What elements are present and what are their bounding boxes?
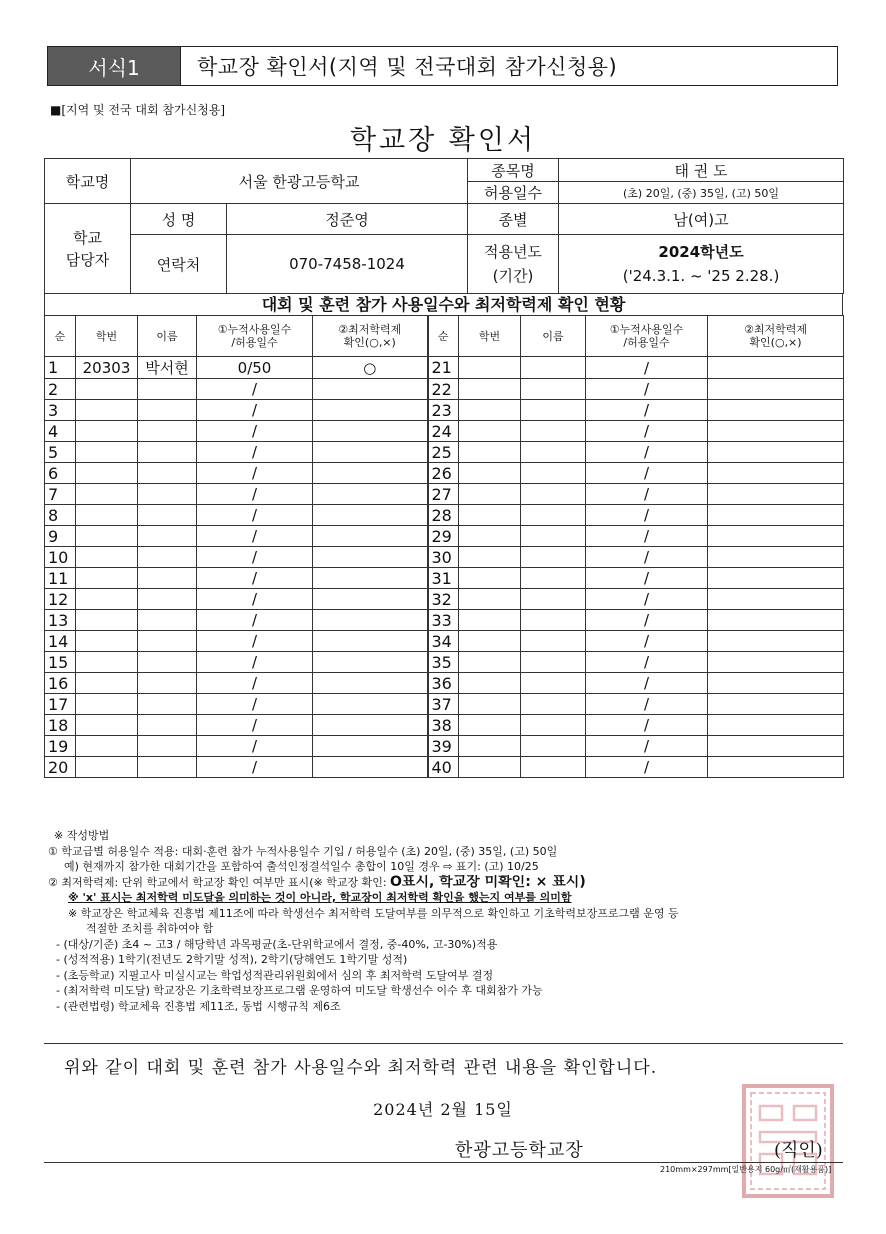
min-academic-check-cell — [313, 736, 428, 757]
min-academic-check-cell-2 — [708, 400, 844, 421]
roster-header-row — [45, 316, 844, 357]
student-id-cell-2 — [459, 589, 521, 610]
days-used-cell: / — [197, 505, 313, 526]
days-used-cell-2: / — [586, 610, 708, 631]
days-used-cell: / — [197, 694, 313, 715]
min-academic-check-cell-2 — [708, 757, 844, 778]
student-name-cell-2 — [521, 631, 586, 652]
note-3: ※ 'x' 표시는 최저학력 미도달을 의미하는 것이 아니라, 학교장이 최저학력 확인을 했는지 여부를 의미함 — [68, 891, 572, 904]
days-used-cell-2: / — [586, 589, 708, 610]
days-used-cell-2: / — [586, 715, 708, 736]
manager-label-line2: 담당자 — [65, 250, 110, 269]
student-id-cell — [76, 484, 138, 505]
min-academic-check-cell-2 — [708, 589, 844, 610]
min-academic-check-cell — [313, 421, 428, 442]
days-used-cell-2: / — [586, 652, 708, 673]
min-academic-check-cell-2 — [708, 442, 844, 463]
student-name-cell-2 — [521, 757, 586, 778]
student-id-cell-2 — [459, 463, 521, 484]
days-used-cell: / — [197, 568, 313, 589]
contact-value: 070-7458-1024 — [227, 235, 468, 294]
roster-row — [45, 568, 844, 589]
form-header — [47, 46, 838, 86]
student-id-cell-2 — [459, 610, 521, 631]
subheading: ■[지역 및 전국 대회 참가신청용] — [50, 103, 226, 117]
roster-row — [45, 400, 844, 421]
student-id-cell — [76, 694, 138, 715]
header-days2-line2: /허용일수 — [623, 336, 670, 349]
student-id-cell-2 — [459, 400, 521, 421]
header-student-id-2: 학번 — [459, 316, 521, 357]
min-academic-check-cell — [313, 757, 428, 778]
student-id-cell — [76, 736, 138, 757]
min-academic-check-cell — [313, 463, 428, 484]
name-label: 성 명 — [131, 204, 227, 235]
student-id-cell — [76, 379, 138, 400]
roster-row — [45, 673, 844, 694]
student-name-cell — [138, 757, 197, 778]
header-days-2 — [586, 316, 708, 357]
school-info-table — [44, 158, 844, 294]
header-days2-line1: ①누적사용일수 — [609, 323, 684, 336]
min-academic-check-cell-2 — [708, 694, 844, 715]
year-value — [559, 235, 844, 294]
row-number: 11 — [45, 568, 76, 589]
row-number-2: 21 — [428, 357, 459, 379]
school-principal-signature: 한광고등학교장 — [455, 1140, 584, 1161]
roster-row — [45, 505, 844, 526]
min-academic-check-cell — [313, 526, 428, 547]
roster-row — [45, 652, 844, 673]
manager-label — [45, 204, 131, 294]
row-number: 13 — [45, 610, 76, 631]
student-name-cell-2 — [521, 484, 586, 505]
student-id-cell — [76, 610, 138, 631]
student-id-cell-2 — [459, 421, 521, 442]
allowed-days-label: 허용일수 — [468, 182, 559, 204]
min-academic-check-cell-2 — [708, 484, 844, 505]
student-name-cell — [138, 442, 197, 463]
student-name-cell — [138, 673, 197, 694]
row-number: 20 — [45, 757, 76, 778]
student-name-cell-2 — [521, 568, 586, 589]
header-check2-line1: ②최저학력제 — [744, 323, 807, 336]
days-used-cell-2: / — [586, 736, 708, 757]
days-used-cell: / — [197, 526, 313, 547]
school-period: ('24.3.1. ~ '25 2.28.) — [622, 267, 780, 285]
note-4-cont: 적절한 조치를 취하여야 함 — [86, 922, 214, 935]
student-name-cell-2 — [521, 673, 586, 694]
days-used-cell: / — [197, 736, 313, 757]
header-days-line2: /허용일수 — [231, 336, 278, 349]
note-1-example: 예) 현재까지 참가한 대회기간을 포함하여 출석인정결석일수 총합이 10일 경우 ⇨ 표기: (고) 10/25 — [64, 860, 539, 873]
student-name-cell-2 — [521, 357, 586, 379]
row-number-2: 39 — [428, 736, 459, 757]
document-title: 학교장 확인서 — [349, 125, 537, 156]
min-academic-check-cell — [313, 694, 428, 715]
row-number-2: 40 — [428, 757, 459, 778]
min-academic-check-cell-2 — [708, 610, 844, 631]
row-number: 12 — [45, 589, 76, 610]
student-id-cell — [76, 421, 138, 442]
student-id-cell — [76, 757, 138, 778]
student-name-cell-2 — [521, 421, 586, 442]
signature-date: 2024년 2월 15일 — [373, 1100, 513, 1119]
roster-row — [45, 694, 844, 715]
days-used-cell: / — [197, 463, 313, 484]
student-name-cell — [138, 715, 197, 736]
days-used-cell-2: / — [586, 694, 708, 715]
student-name-cell — [138, 589, 197, 610]
seal-label: (직인) — [774, 1140, 823, 1161]
header-check-line2: 확인(○,×) — [343, 336, 396, 349]
student-name-cell-2 — [521, 715, 586, 736]
days-used-cell-2: / — [586, 379, 708, 400]
contact-label: 연락처 — [131, 235, 227, 294]
student-id-cell-2 — [459, 715, 521, 736]
days-used-cell-2: / — [586, 547, 708, 568]
days-used-cell: / — [197, 484, 313, 505]
year-label-line1: 적용년도 — [484, 243, 542, 261]
row-number: 15 — [45, 652, 76, 673]
days-used-cell: / — [197, 589, 313, 610]
roster-row — [45, 631, 844, 652]
header-name-2: 이름 — [521, 316, 586, 357]
manager-name-value: 정준영 — [227, 204, 468, 235]
student-name-cell — [138, 736, 197, 757]
roster-table — [44, 315, 844, 778]
days-used-cell-2: / — [586, 421, 708, 442]
student-name-cell — [138, 484, 197, 505]
min-academic-check-cell — [313, 547, 428, 568]
student-id-cell — [76, 715, 138, 736]
student-id-cell-2 — [459, 694, 521, 715]
days-used-cell-2: / — [586, 484, 708, 505]
days-used-cell: / — [197, 400, 313, 421]
student-name-cell-2 — [521, 589, 586, 610]
student-name-cell-2 — [521, 505, 586, 526]
row-number: 17 — [45, 694, 76, 715]
roster-body — [45, 316, 844, 778]
min-academic-check-cell-2 — [708, 379, 844, 400]
roster-row — [45, 526, 844, 547]
note-8: - (최저학력 미도달) 학교장은 기초학력보장프로그램 운영하여 미도달 학생선수 이수 후 대회참가 가능 — [56, 984, 543, 997]
student-name-cell-2 — [521, 442, 586, 463]
days-used-cell: / — [197, 547, 313, 568]
student-id-cell-2 — [459, 442, 521, 463]
roster-caption: 대회 및 훈련 참가 사용일수와 최저학력제 확인 현황 — [44, 293, 843, 315]
row-number-2: 24 — [428, 421, 459, 442]
student-name-cell — [138, 379, 197, 400]
row-number-2: 30 — [428, 547, 459, 568]
header-days-line1: ①누적사용일수 — [217, 323, 292, 336]
row-number: 16 — [45, 673, 76, 694]
row-number: 2 — [45, 379, 76, 400]
student-name-cell — [138, 400, 197, 421]
min-academic-check-cell-2 — [708, 463, 844, 484]
row-number: 9 — [45, 526, 76, 547]
student-id-cell-2 — [459, 757, 521, 778]
student-id-cell: 20303 — [76, 357, 138, 379]
days-used-cell-2: / — [586, 442, 708, 463]
roster-row — [45, 484, 844, 505]
student-id-cell-2 — [459, 526, 521, 547]
student-name-cell — [138, 526, 197, 547]
roster-row — [45, 736, 844, 757]
row-number: 10 — [45, 547, 76, 568]
year-label-line2: (기간) — [492, 267, 534, 285]
student-name-cell — [138, 547, 197, 568]
min-academic-check-cell — [313, 673, 428, 694]
student-name-cell-2 — [521, 736, 586, 757]
min-academic-check-cell — [313, 631, 428, 652]
roster-row — [45, 442, 844, 463]
roster-row — [45, 589, 844, 610]
student-name-cell — [138, 421, 197, 442]
student-name-cell-2 — [521, 652, 586, 673]
days-used-cell: / — [197, 442, 313, 463]
student-name-cell-2 — [521, 610, 586, 631]
header-check-line1: ②최저학력제 — [338, 323, 402, 336]
roster-row — [45, 715, 844, 736]
row-number: 4 — [45, 421, 76, 442]
days-used-cell-2: / — [586, 757, 708, 778]
roster-row — [45, 547, 844, 568]
notes-title: ※ 작성방법 — [54, 829, 110, 842]
row-number: 6 — [45, 463, 76, 484]
days-used-cell: / — [197, 715, 313, 736]
note-1: ① 학교급별 허용일수 적용: 대회·훈련 참가 누적사용일수 기입 / 허용일수 (초) 20일, (중) 35일, (고) 50일 — [48, 844, 558, 858]
student-id-cell-2 — [459, 673, 521, 694]
days-used-cell: / — [197, 673, 313, 694]
days-used-cell-2: / — [586, 357, 708, 379]
student-id-cell — [76, 442, 138, 463]
min-academic-check-cell-2 — [708, 421, 844, 442]
divider-top — [44, 1043, 843, 1044]
min-academic-check-cell-2 — [708, 568, 844, 589]
days-used-cell: 0/50 — [197, 357, 313, 379]
roster-row — [45, 463, 844, 484]
allowed-days-value: (초) 20일, (중) 35일, (고) 50일 — [559, 182, 844, 204]
min-academic-check-cell-2 — [708, 357, 844, 379]
student-id-cell — [76, 547, 138, 568]
days-used-cell: / — [197, 652, 313, 673]
days-used-cell-2: / — [586, 631, 708, 652]
min-academic-check-cell — [313, 652, 428, 673]
days-used-cell: / — [197, 421, 313, 442]
confirmation-statement: 위와 같이 대회 및 훈련 참가 사용일수와 최저학력 관련 내용을 확인합니다. — [64, 1058, 658, 1078]
row-number: 8 — [45, 505, 76, 526]
note-4: ※ 학교장은 학교체육 진흥법 제11조에 따라 학생선수 최저학력 도달여부를 의무적으로 확인하고 기초학력보장프로그램 운영 등 — [68, 906, 679, 920]
student-id-cell-2 — [459, 631, 521, 652]
student-name-cell-2 — [521, 526, 586, 547]
min-academic-check-cell — [313, 610, 428, 631]
student-id-cell-2 — [459, 547, 521, 568]
row-number-2: 23 — [428, 400, 459, 421]
school-name-label: 학교명 — [45, 159, 131, 204]
days-used-cell: / — [197, 610, 313, 631]
divider-bottom — [44, 1162, 843, 1163]
row-number-2: 28 — [428, 505, 459, 526]
student-id-cell-2 — [459, 379, 521, 400]
student-name-cell — [138, 568, 197, 589]
min-academic-check-cell-2 — [708, 505, 844, 526]
min-academic-check-cell — [313, 379, 428, 400]
days-used-cell: / — [197, 379, 313, 400]
school-year: 2024학년도 — [658, 243, 744, 261]
header-days — [197, 316, 313, 357]
roster-row — [45, 610, 844, 631]
note-9: - (관련법령) 학교체육 진흥법 제11조, 동법 시행규칙 제6조 — [56, 999, 341, 1013]
paper-spec-note: 210mm×297mm[일반용지 60g/㎡(재활용품)] — [660, 1165, 832, 1174]
header-check-2 — [708, 316, 844, 357]
header-no: 순 — [45, 316, 76, 357]
student-id-cell — [76, 673, 138, 694]
row-number-2: 32 — [428, 589, 459, 610]
student-id-cell-2 — [459, 357, 521, 379]
student-id-cell — [76, 400, 138, 421]
row-number: 5 — [45, 442, 76, 463]
note-5: - (대상/기준) 초4 ~ 고3 / 해당학년 과목평균(초-단위학교에서 결정, 중-40%, 고-30%)적용 — [56, 937, 498, 951]
row-number-2: 36 — [428, 673, 459, 694]
min-academic-check-cell-2 — [708, 652, 844, 673]
min-academic-check-cell-2 — [708, 526, 844, 547]
student-name-cell-2 — [521, 463, 586, 484]
row-number: 3 — [45, 400, 76, 421]
header-no-2: 순 — [428, 316, 459, 357]
row-number-2: 27 — [428, 484, 459, 505]
student-id-cell-2 — [459, 652, 521, 673]
form-number-tag: 서식1 — [48, 47, 181, 85]
student-id-cell — [76, 526, 138, 547]
student-id-cell-2 — [459, 505, 521, 526]
student-id-cell — [76, 463, 138, 484]
min-academic-check-cell — [313, 589, 428, 610]
days-used-cell-2: / — [586, 505, 708, 526]
student-id-cell-2 — [459, 568, 521, 589]
gender-label: 종별 — [468, 204, 559, 235]
note-2-text: ② 최저학력제: 단위 학교에서 학교장 확인 여부만 표시(※ 학교장 확인: — [48, 875, 391, 889]
row-number: 14 — [45, 631, 76, 652]
student-name-cell-2 — [521, 547, 586, 568]
student-name-cell — [138, 631, 197, 652]
min-academic-check-cell-2 — [708, 673, 844, 694]
student-name-cell — [138, 463, 197, 484]
student-name-cell: 박서현 — [138, 357, 197, 379]
row-number: 7 — [45, 484, 76, 505]
student-id-cell — [76, 652, 138, 673]
min-academic-check-cell — [313, 505, 428, 526]
row-number-2: 22 — [428, 379, 459, 400]
min-academic-check-cell — [313, 715, 428, 736]
days-used-cell-2: / — [586, 463, 708, 484]
student-name-cell — [138, 610, 197, 631]
gender-value: 남(여)고 — [559, 204, 844, 235]
min-academic-check-cell — [313, 400, 428, 421]
min-academic-check-cell — [313, 568, 428, 589]
form-title: 학교장 확인서(지역 및 전국대회 참가신청용) — [197, 55, 618, 79]
row-number-2: 29 — [428, 526, 459, 547]
days-used-cell-2: / — [586, 526, 708, 547]
student-name-cell-2 — [521, 694, 586, 715]
row-number-2: 25 — [428, 442, 459, 463]
note-2 — [48, 875, 848, 891]
min-academic-check-cell — [313, 484, 428, 505]
student-id-cell-2 — [459, 484, 521, 505]
min-academic-check-cell-2 — [708, 736, 844, 757]
school-name-value: 서울 한광고등학교 — [131, 159, 468, 204]
days-used-cell: / — [197, 757, 313, 778]
header-name: 이름 — [138, 316, 197, 357]
days-used-cell-2: / — [586, 568, 708, 589]
sport-label: 종목명 — [468, 159, 559, 182]
roster-row — [45, 421, 844, 442]
student-id-cell — [76, 568, 138, 589]
student-id-cell-2 — [459, 736, 521, 757]
student-id-cell — [76, 589, 138, 610]
days-used-cell: / — [197, 631, 313, 652]
row-number-2: 34 — [428, 631, 459, 652]
student-name-cell — [138, 694, 197, 715]
row-number-2: 33 — [428, 610, 459, 631]
min-academic-check-cell-2 — [708, 547, 844, 568]
student-name-cell — [138, 505, 197, 526]
row-number: 19 — [45, 736, 76, 757]
header-student-id: 학번 — [76, 316, 138, 357]
roster-row — [45, 757, 844, 778]
manager-label-line1: 학교 — [73, 228, 102, 247]
min-academic-check-cell — [313, 442, 428, 463]
row-number: 18 — [45, 715, 76, 736]
min-academic-check-cell-2 — [708, 715, 844, 736]
student-name-cell — [138, 652, 197, 673]
row-number-2: 38 — [428, 715, 459, 736]
year-label — [468, 235, 559, 294]
header-check — [313, 316, 428, 357]
note-2-marking: O표시, 학교장 미확인: × 표시) — [390, 874, 586, 890]
roster-row — [45, 379, 844, 400]
student-name-cell-2 — [521, 379, 586, 400]
writing-instructions — [48, 828, 848, 1014]
roster-row — [45, 357, 844, 379]
min-academic-check-cell: ○ — [313, 357, 428, 379]
row-number-2: 35 — [428, 652, 459, 673]
sport-value: 태 권 도 — [559, 159, 844, 182]
days-used-cell-2: / — [586, 673, 708, 694]
row-number-2: 31 — [428, 568, 459, 589]
note-6: - (성적적용) 1학기(전년도 2학기말 성적), 2학기(당해연도 1학기말 성적) — [56, 953, 408, 966]
header-check2-line2: 확인(○,×) — [749, 336, 802, 349]
days-used-cell-2: / — [586, 400, 708, 421]
student-name-cell-2 — [521, 400, 586, 421]
row-number-2: 37 — [428, 694, 459, 715]
row-number: 1 — [45, 357, 76, 379]
student-id-cell — [76, 631, 138, 652]
note-7: - (초등학교) 지필고사 미실시교는 학업성적관리위원회에서 심의 후 최저학력 도달여부 결정 — [56, 968, 494, 982]
row-number-2: 26 — [428, 463, 459, 484]
student-id-cell — [76, 505, 138, 526]
min-academic-check-cell-2 — [708, 631, 844, 652]
